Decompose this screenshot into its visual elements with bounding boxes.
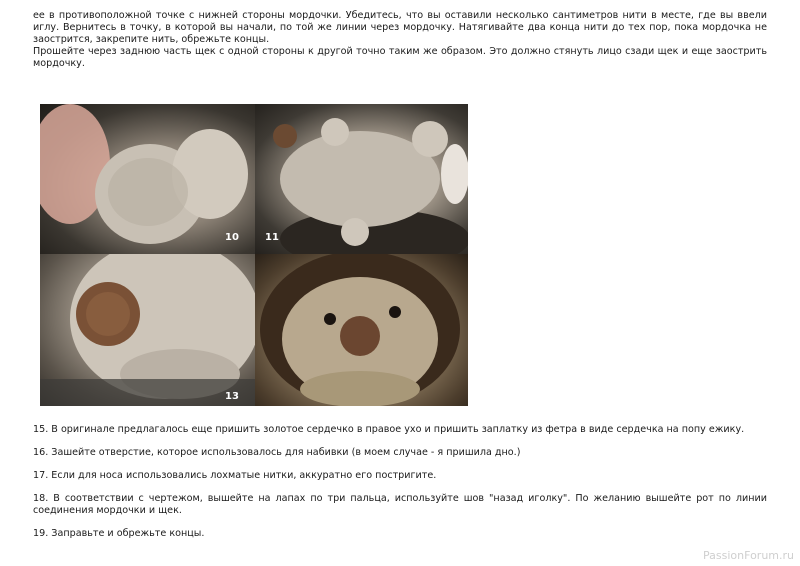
photo-10-illustration: [40, 104, 255, 254]
photo-13-illustration: [40, 254, 255, 406]
instructions-top: [33, 10, 767, 70]
photo-number: 11: [265, 232, 279, 243]
photo-grid: [40, 104, 468, 406]
photo-step-11: [255, 104, 468, 254]
photo-step-14: [255, 254, 468, 406]
watermark: PassionForum.ru: [703, 549, 794, 562]
photo-step-13: [40, 254, 255, 406]
step-18: 18. В соответствии с чертежом, вышейте на лапах по три пальца, используйте шов "назад иголку". По желанию вышейте рот по линии соединения мордочки и щек.: [33, 493, 767, 516]
instruction-paragraph-2: Прошейте через заднюю часть щек с одной стороны к другой точно таким же образом. Это должно стянуть лицо сзади щек и еще заострить мордочку.: [33, 46, 767, 69]
photo-number: 10: [225, 232, 239, 243]
photo-14-illustration: [255, 254, 468, 406]
instructions-steps: [33, 424, 767, 551]
step-15: 15. В оригинале предлагалось еще пришить золотое сердечко в правое ухо и пришить заплатку из фетра в виде сердечка на попу ежику.: [33, 424, 745, 435]
step-19: 19. Заправьте и обрежьте концы.: [33, 528, 205, 539]
step-17: 17. Если для носа использовались лохматые нитки, аккуратно его постригите.: [33, 470, 437, 481]
photo-number: 13: [225, 391, 239, 402]
step-16: 16. Зашейте отверстие, которое использовалось для набивки (в моем случае - я пришила дно.): [33, 447, 521, 458]
photo-step-10: [40, 104, 255, 254]
photo-11-illustration: [255, 104, 468, 254]
instruction-paragraph-1: ее в противоположной точке с нижней стороны мордочки. Убедитесь, что вы оставили несколько сантиметров нити в месте, где вы ввели иглу. Вернитесь в точку, в которой вы начали, по той же линии через мордочку. Натягивайте два конца нити до тех пор, пока мордочка не заострится, закрепите нить, обрежьте концы.: [33, 10, 767, 45]
